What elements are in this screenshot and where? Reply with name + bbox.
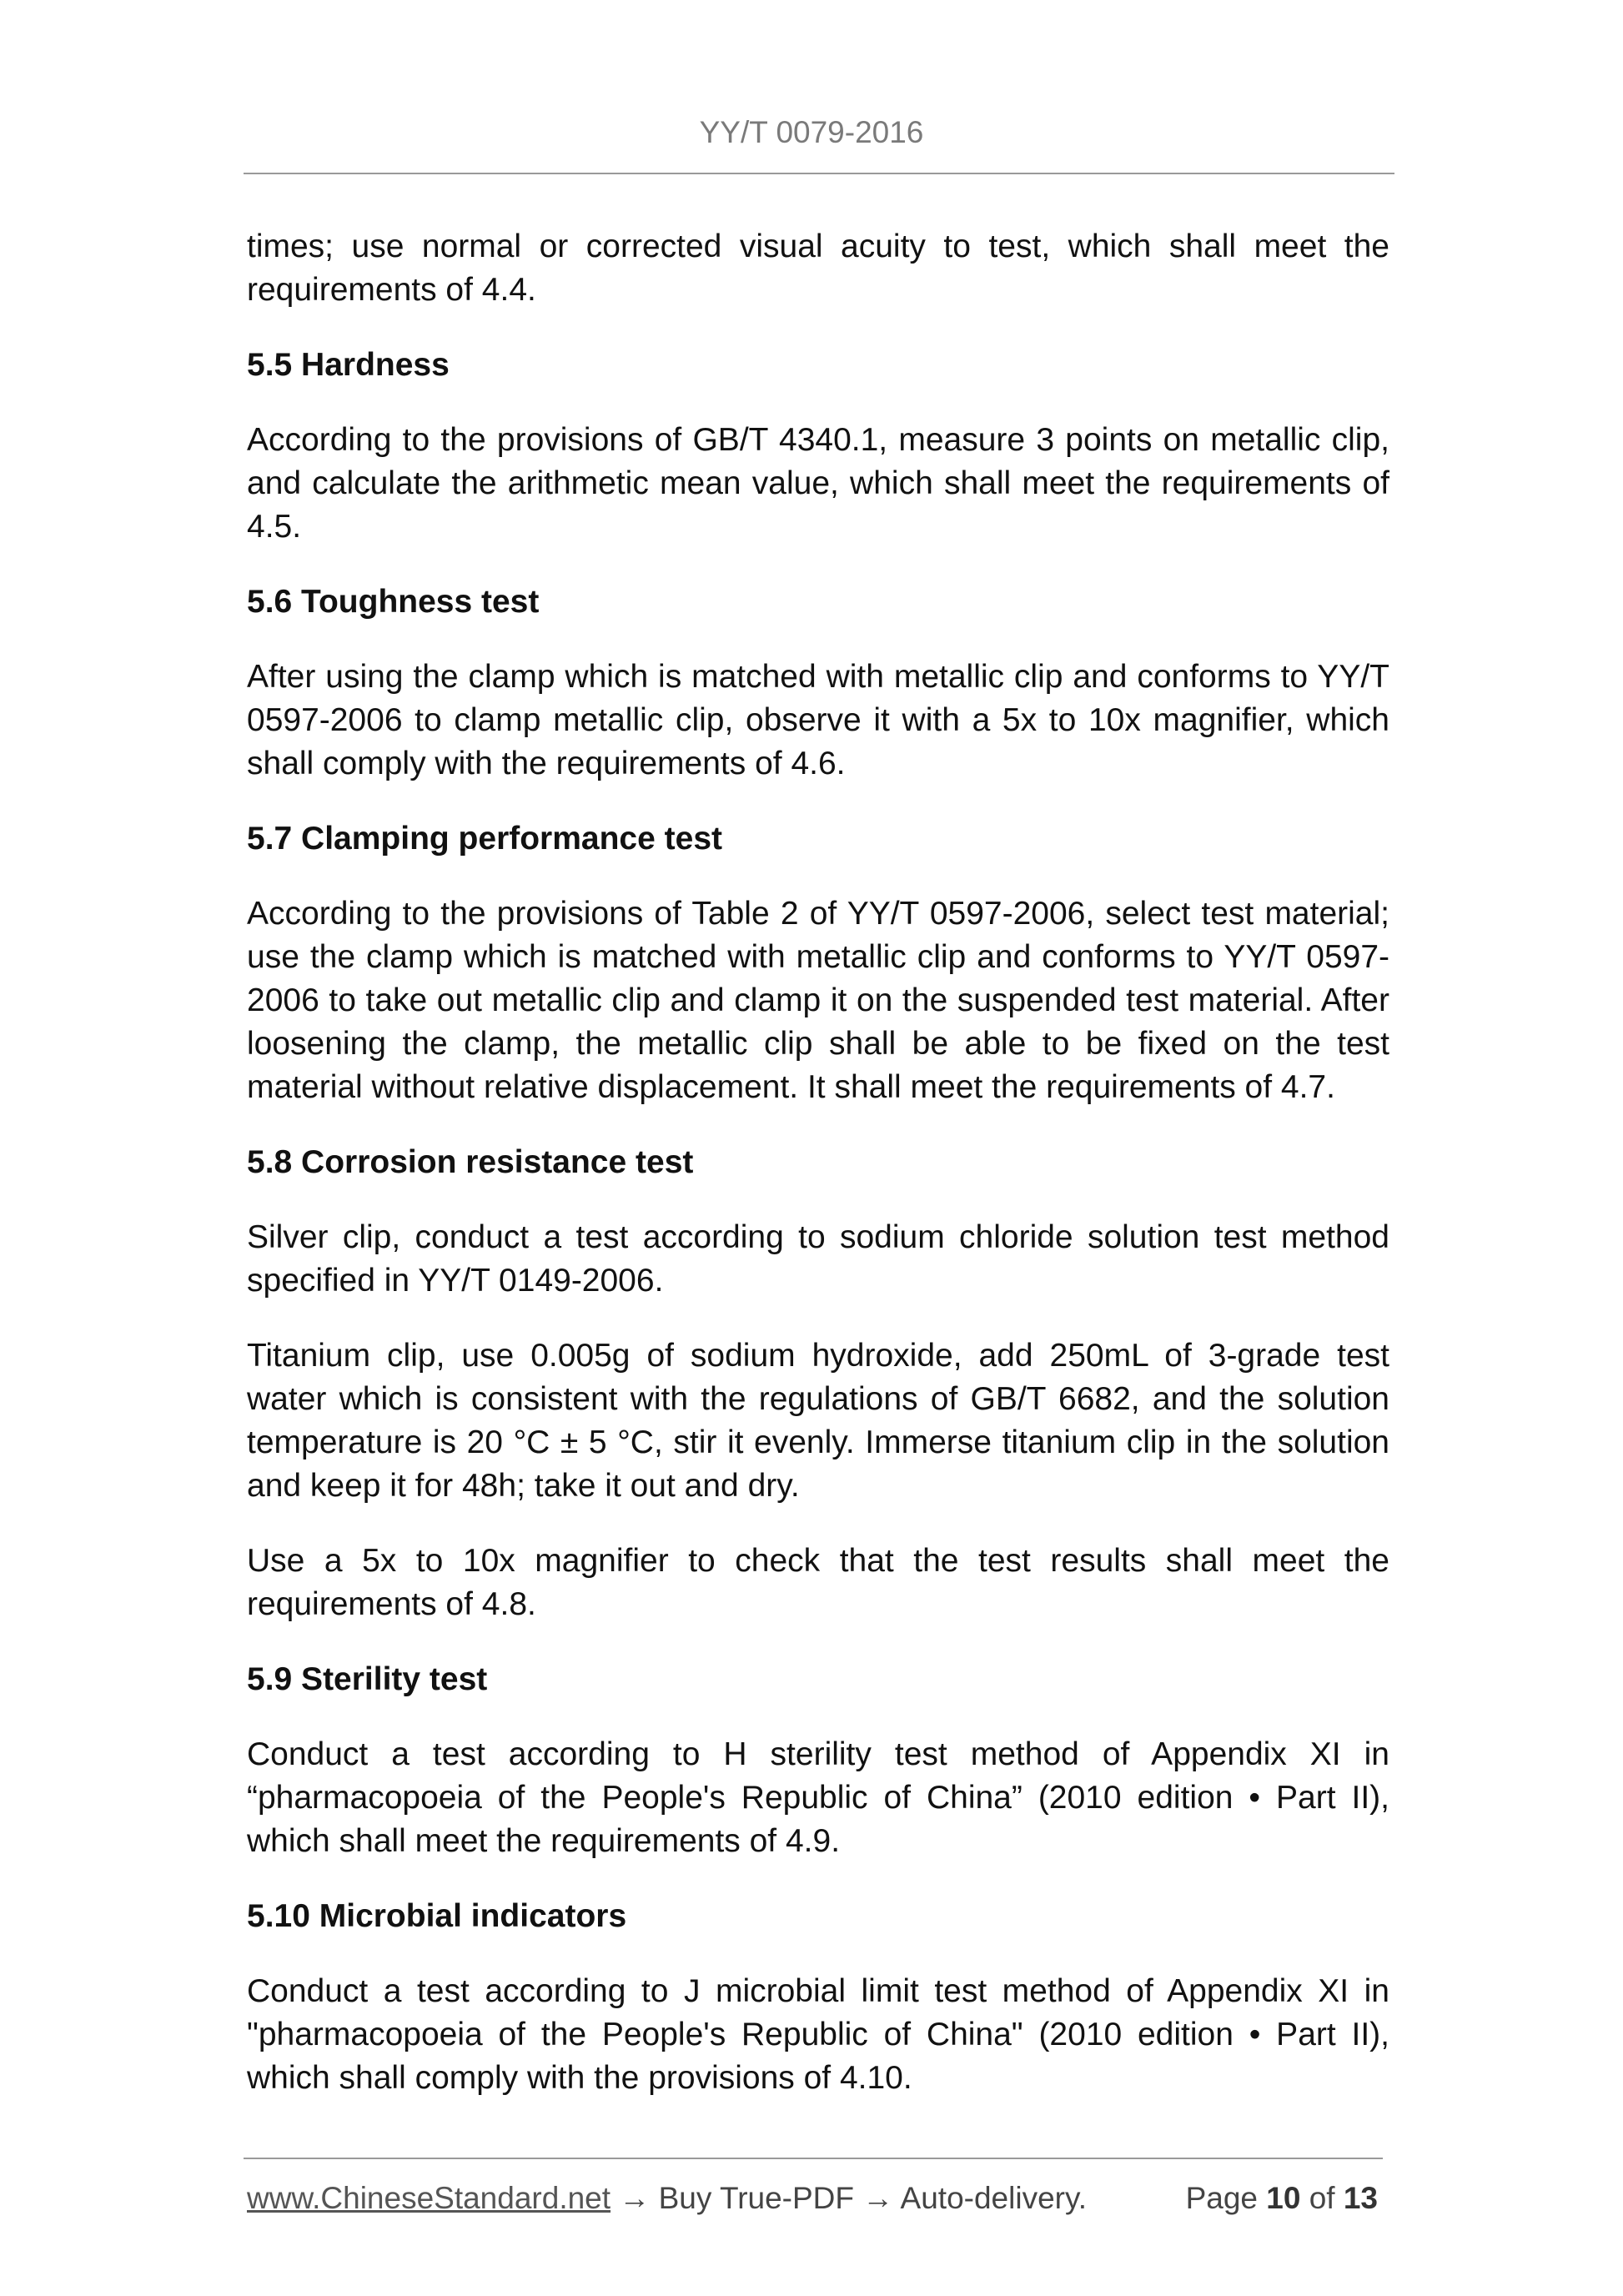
document-body — [247, 225, 1389, 2132]
standard-code-header: YY/T 0079-2016 — [699, 115, 924, 149]
heading-5-5: 5.5 Hardness — [247, 347, 450, 383]
paragraph-5-10: Conduct a test according to J microbial limit test method of Appendix XI in "pharmacopoeia of the People's Republic of China" (2010 edition • Part II), which shall comply with the provisions of 4.10. — [247, 1973, 1389, 2096]
total-pages: 13 — [1343, 2181, 1378, 2215]
site-link[interactable]: www.ChineseStandard.net — [247, 2181, 611, 2215]
paragraph-5-9: Conduct a test according to H sterility test method of Appendix XI in “pharmacopoeia of the People's Republic of China” (2010 edition • Part II), which shall meet the requirements of 4.9. — [247, 1736, 1389, 1859]
footer-divider — [244, 2158, 1383, 2159]
paragraph-5-7: According to the provisions of Table 2 of YY/T 0597-2006, select test material; use the clamp which is matched with metallic clip and conforms to YY/T 0597-2006 to take out metallic clip and clamp it on the suspended test material. After loosening the clamp, the metallic clip shall be able to be fixed on the test material without relative displacement. It shall meet the requirements of 4.7. — [247, 896, 1389, 1105]
paragraph-5-8-titanium: Titanium clip, use 0.005g of sodium hydroxide, add 250mL of 3-grade test water which is consistent with the regulations of GB/T 6682, and the solution temperature is 20 °C ± 5 °C, stir it evenly. Immerse titanium clip in the solution and keep it for 48h; take it out and dry. — [247, 1338, 1389, 1504]
page-number: 10 — [1266, 2181, 1301, 2215]
heading-5-6: 5.6 Toughness test — [247, 584, 540, 620]
heading-5-7: 5.7 Clamping performance test — [247, 821, 722, 857]
delivery-text: Auto-delivery. — [900, 2181, 1088, 2215]
page-indicator — [1186, 2177, 1378, 2220]
buy-text: Buy True-PDF — [658, 2181, 855, 2215]
page-footer — [247, 2177, 1383, 2220]
paragraph-5-6: After using the clamp which is matched with metallic clip and conforms to YY/T 0597-2006 to clamp metallic clip, observe it with a 5x to 10x magnifier, which shall comply with the requirements of 4.6. — [247, 659, 1389, 781]
heading-5-9: 5.9 Sterility test — [247, 1661, 488, 1697]
arrow-icon: → — [611, 2181, 659, 2215]
paragraph-5-5: According to the provisions of GB/T 4340.1, measure 3 points on metallic clip, and calculate the arithmetic mean value, which shall meet the requirements of 4.5. — [247, 422, 1389, 545]
of-label: of — [1309, 2181, 1335, 2215]
header-divider — [244, 173, 1394, 174]
heading-5-8: 5.8 Corrosion resistance test — [247, 1144, 694, 1180]
heading-5-10: 5.10 Microbial indicators — [247, 1898, 627, 1934]
paragraph-5-8-magnifier: Use a 5x to 10x magnifier to check that the test results shall meet the requirements of 4.8. — [247, 1543, 1389, 1622]
arrow-icon: → — [854, 2181, 901, 2215]
paragraph-5-8-silver: Silver clip, conduct a test according to sodium chloride solution test method specified in YY/T 0149-2006. — [247, 1219, 1389, 1299]
page-label: Page — [1185, 2181, 1258, 2215]
paragraph-intro: times; use normal or corrected visual acuity to test, which shall meet the requirements of 4.4. — [247, 229, 1389, 308]
